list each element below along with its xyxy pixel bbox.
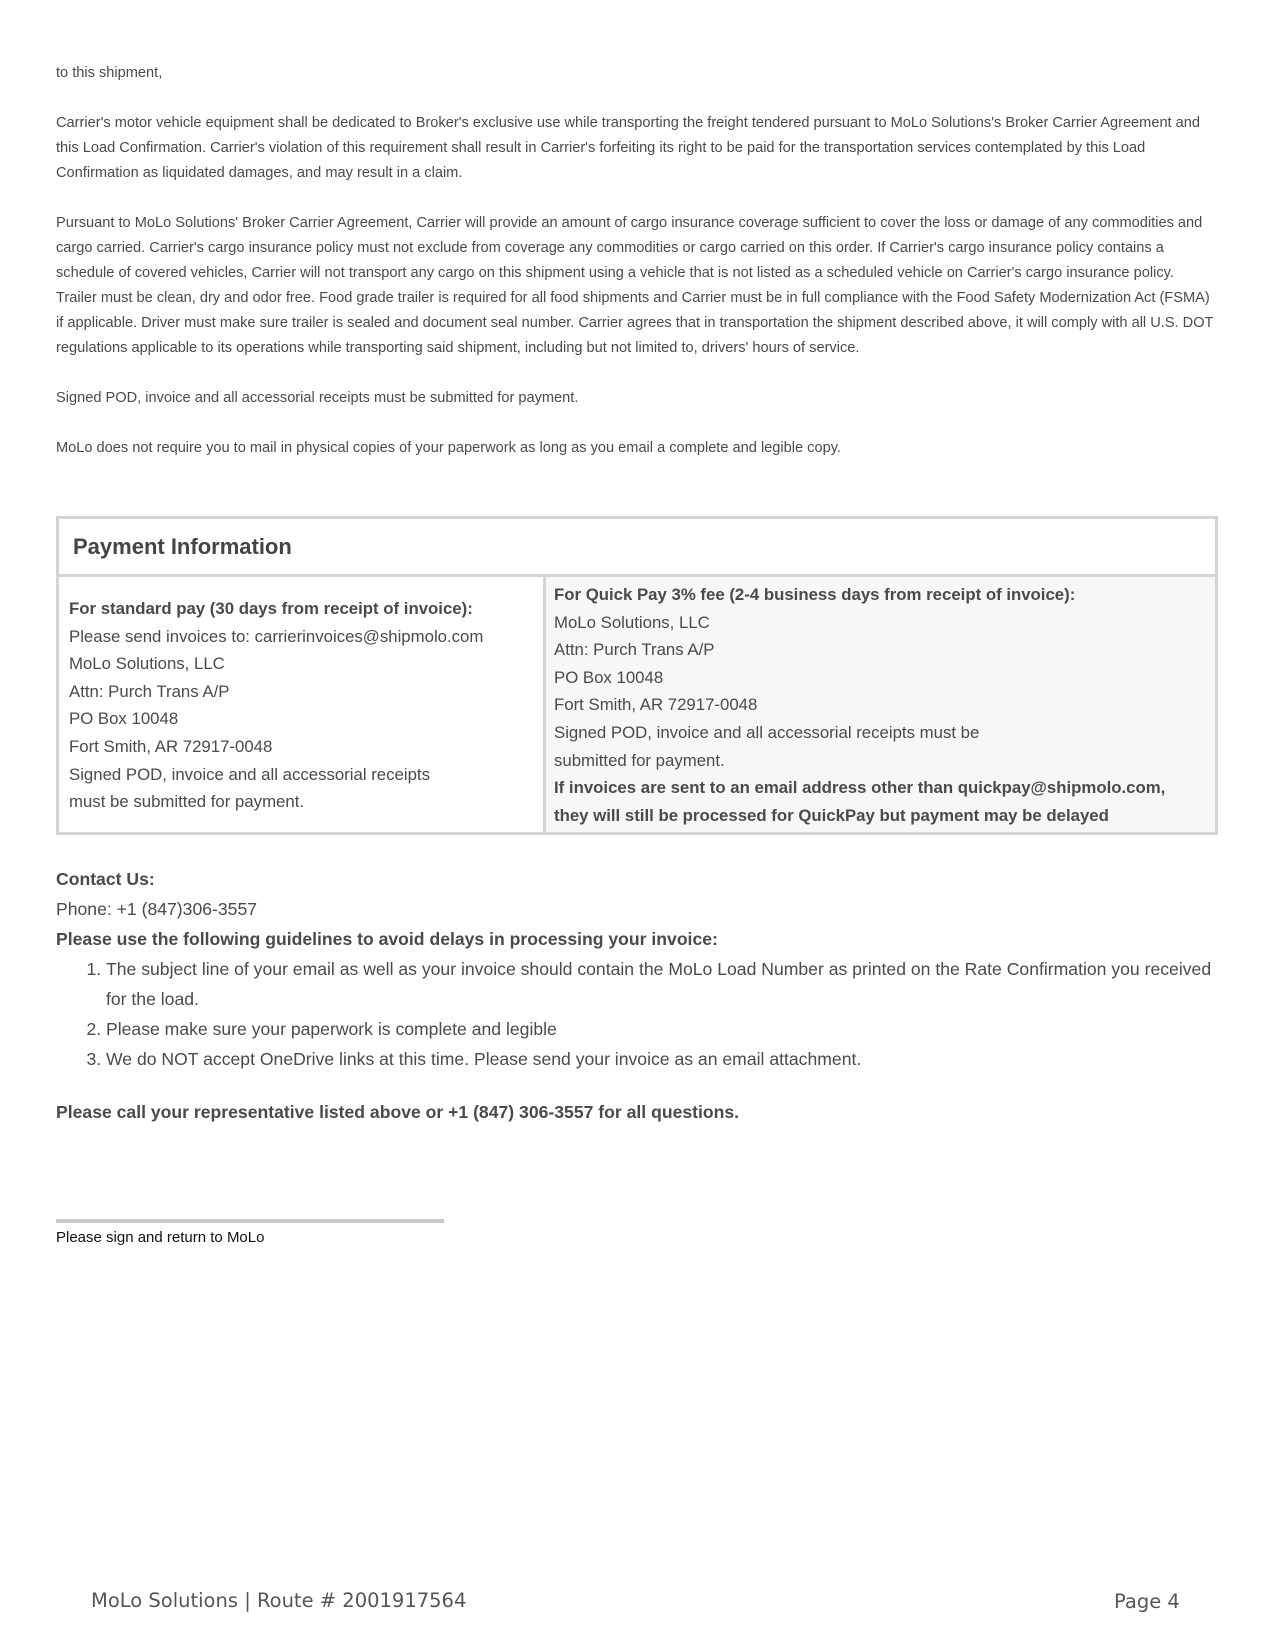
- quick-pay-line: Attn: Purch Trans A/P: [554, 640, 715, 660]
- standard-pay-heading: For standard pay (30 days from receipt of invoice):: [69, 599, 473, 618]
- footer-route: MoLo Solutions | Route # 2001917564: [91, 1589, 467, 1612]
- call-representative-note: Please call your representative listed above or +1 (847) 306-3557 for all questions.: [56, 1102, 740, 1122]
- standard-pay-line: Signed POD, invoice and all accessorial receipts: [69, 764, 430, 784]
- payment-information-title: Payment Information: [59, 519, 1215, 577]
- guideline-item: 3. We do NOT accept OneDrive links at this time. Please send your invoice as an email attachment.: [106, 1044, 1226, 1074]
- terms-paragraph: MoLo does not require you to mail in physical copies of your paperwork as long as you email a complete and legible copy.: [56, 440, 841, 456]
- contact-phone: Phone: +1 (847)306-3557: [56, 899, 258, 919]
- quick-pay-line: MoLo Solutions, LLC: [554, 612, 710, 632]
- standard-pay-line: PO Box 10048: [69, 709, 179, 729]
- terms-paragraph: Pursuant to MoLo Solutions' Broker Carrier Agreement, Carrier will provide an amount of cargo insurance coverage sufficient to cover the loss or damage of any commodities and cargo carried. Carrier's cargo insurance policy must not exclude from coverage any commodities or cargo carried on this order. If Carrier's cargo insurance policy contains a schedule of covered vehicles, Carrier will not transport any cargo on this shipment using a vehicle that is not listed as a scheduled vehicle on Carrier's cargo insurance policy. Trailer must be clean, dry and odor free. Food grade trailer is required for all food shipments and Carrier must be in full compliance with the Food Safety Modernization Act (FSMA) if applicable. Driver must make sure trailer is sealed and document seal number. Carrier agrees that in transportation the shipment described above, it will comply with all U.S. DOT regulations applicable to its operations while transporting said shipment, including but not limited to, drivers' hours of service.: [56, 215, 1214, 356]
- standard-pay-line: must be submitted for payment.: [69, 792, 305, 812]
- guideline-item: 2. Please make sure your paperwork is complete and legible: [106, 1014, 1226, 1044]
- quick-pay-line: Fort Smith, AR 72917-0048: [554, 695, 758, 715]
- standard-pay-line: Attn: Purch Trans A/P: [69, 681, 230, 701]
- signature-line: [56, 1219, 444, 1223]
- terms-section: [56, 61, 1216, 461]
- quick-pay-line: PO Box 10048: [554, 667, 664, 687]
- quick-pay-column: [543, 577, 1215, 832]
- standard-pay-line: MoLo Solutions, LLC: [69, 654, 225, 674]
- standard-pay-line: Fort Smith, AR 72917-0048: [69, 736, 273, 756]
- guideline-item: 1. The subject line of your email as well as your invoice should contain the MoLo Load Number as printed on the Rate Confirmation you received for the load.: [106, 954, 1226, 1014]
- quick-pay-line: submitted for payment.: [554, 750, 725, 770]
- footer-page-number: Page 4: [1114, 1590, 1180, 1613]
- quick-pay-line: Signed POD, invoice and all accessorial receipts must be: [554, 722, 980, 742]
- terms-paragraph: to this shipment,: [56, 65, 163, 81]
- standard-pay-column: [59, 577, 543, 832]
- contact-section: [56, 864, 1226, 1074]
- payment-information-box: [56, 516, 1218, 835]
- standard-pay-line: Please send invoices to: carrierinvoices@shipmolo.com: [69, 626, 484, 646]
- quick-pay-heading: For Quick Pay 3% fee (2-4 business days from receipt of invoice):: [554, 585, 1076, 604]
- terms-paragraph: Signed POD, invoice and all accessorial receipts must be submitted for payment.: [56, 390, 579, 406]
- terms-paragraph: Carrier's motor vehicle equipment shall be dedicated to Broker's exclusive use while transporting the freight tendered pursuant to MoLo Solutions's Broker Carrier Agreement and this Load Confirmation. Carrier's violation of this requirement shall result in Carrier's forfeiting its right to be paid for the transportation services contemplated by this Load Confirmation as liquidated damages, and may result in a claim.: [56, 115, 1201, 181]
- signature-note: Please sign and return to MoLo: [56, 1229, 265, 1246]
- guidelines-list: [56, 954, 1226, 1074]
- quick-pay-note: they will still be processed for QuickPay but payment may be delayed: [554, 805, 1109, 825]
- contact-heading: Contact Us:: [56, 869, 155, 889]
- guidelines-heading: Please use the following guidelines to avoid delays in processing your invoice:: [56, 929, 718, 949]
- quick-pay-note: If invoices are sent to an email address other than quickpay@shipmolo.com,: [554, 778, 1166, 798]
